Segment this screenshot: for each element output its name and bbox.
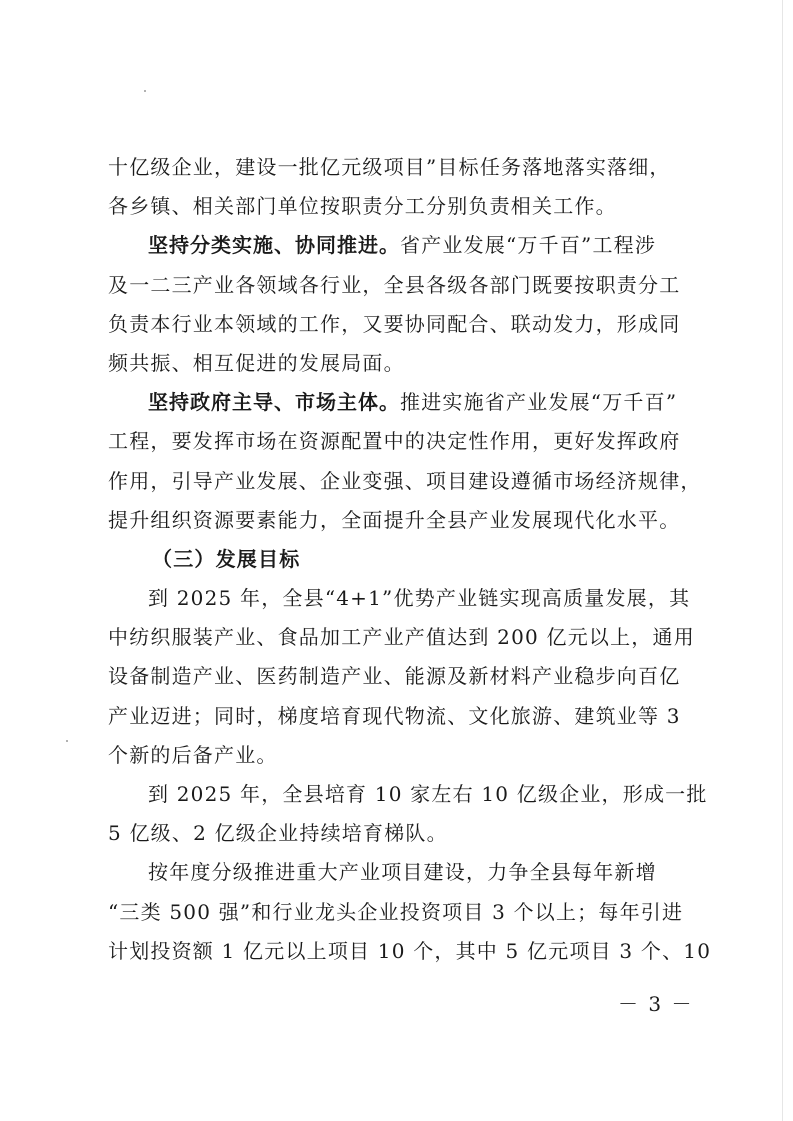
section-heading: （三）发展目标	[152, 546, 301, 571]
paragraph-classified-implementation	[108, 226, 668, 265]
text-line: 各乡镇、相关部门单位按职责分工分别负责相关工作。	[108, 194, 617, 219]
paragraph-government-led	[108, 383, 678, 422]
scan-speck	[144, 90, 146, 92]
text-line: 到 2025 年，全县“4+1”优势产业链实现高质量发展，其	[148, 586, 691, 611]
text-line: 个新的后备产业。	[108, 742, 278, 767]
text-line: 及一二三产业各领域各行业，全县各级各部门既要按职责分工	[108, 272, 681, 297]
text-line: 产业迈进；同时，梯度培育现代物流、文化旅游、建筑业等 3	[108, 703, 681, 728]
text-span: 推进实施省产业发展“万千百”	[400, 390, 678, 415]
bold-lead-phrase: 坚持政府主导、市场主体。	[148, 390, 400, 415]
text-line: “三类 500 强”和行业龙头企业投资项目 3 个以上；每年引进	[108, 899, 684, 924]
text-line: 到 2025 年，全县培育 10 家左右 10 亿级企业，形成一批	[148, 782, 708, 806]
text-line: 计划投资额 1 亿元以上项目 10 个，其中 5 亿元项目 3 个、10	[108, 938, 712, 963]
page-edge-line	[782, 0, 783, 1121]
page-number: － 3 －	[618, 992, 694, 1016]
text-line: 十亿级企业，建设一批亿元级项目”目标任务落地落实落细，	[108, 155, 671, 179]
text-line: 提升组织资源要素能力，全面提升全县产业发展现代化水平。	[108, 507, 681, 532]
text-line: 设备制造产业、医药制造产业、能源及新材料产业稳步向百亿	[108, 664, 681, 689]
scan-speck	[66, 740, 68, 742]
text-line: 作用，引导产业发展、企业变强、项目建设遵循市场经济规律，	[108, 468, 702, 493]
text-line: 中纺织服装产业、食品加工产业产值达到 200 亿元以上，通用	[108, 625, 695, 650]
text-line: 频共振、相互促进的发展局面。	[108, 350, 405, 375]
text-line: 负责本行业本领域的工作，又要协同配合、联动发力，形成同	[108, 311, 681, 336]
text-line: 工程，要发挥市场在资源配置中的决定性作用，更好发挥政府	[108, 429, 681, 454]
bold-lead-phrase: 坚持分类实施、协同推进。	[148, 233, 400, 258]
text-line: 5 亿级、2 亿级企业持续培育梯队。	[108, 821, 448, 846]
text-span: 省产业发展“万千百”工程涉	[400, 233, 657, 258]
text-line: 按年度分级推进重大产业项目建设，力争全县每年新增	[148, 860, 657, 885]
body-text	[108, 148, 712, 971]
